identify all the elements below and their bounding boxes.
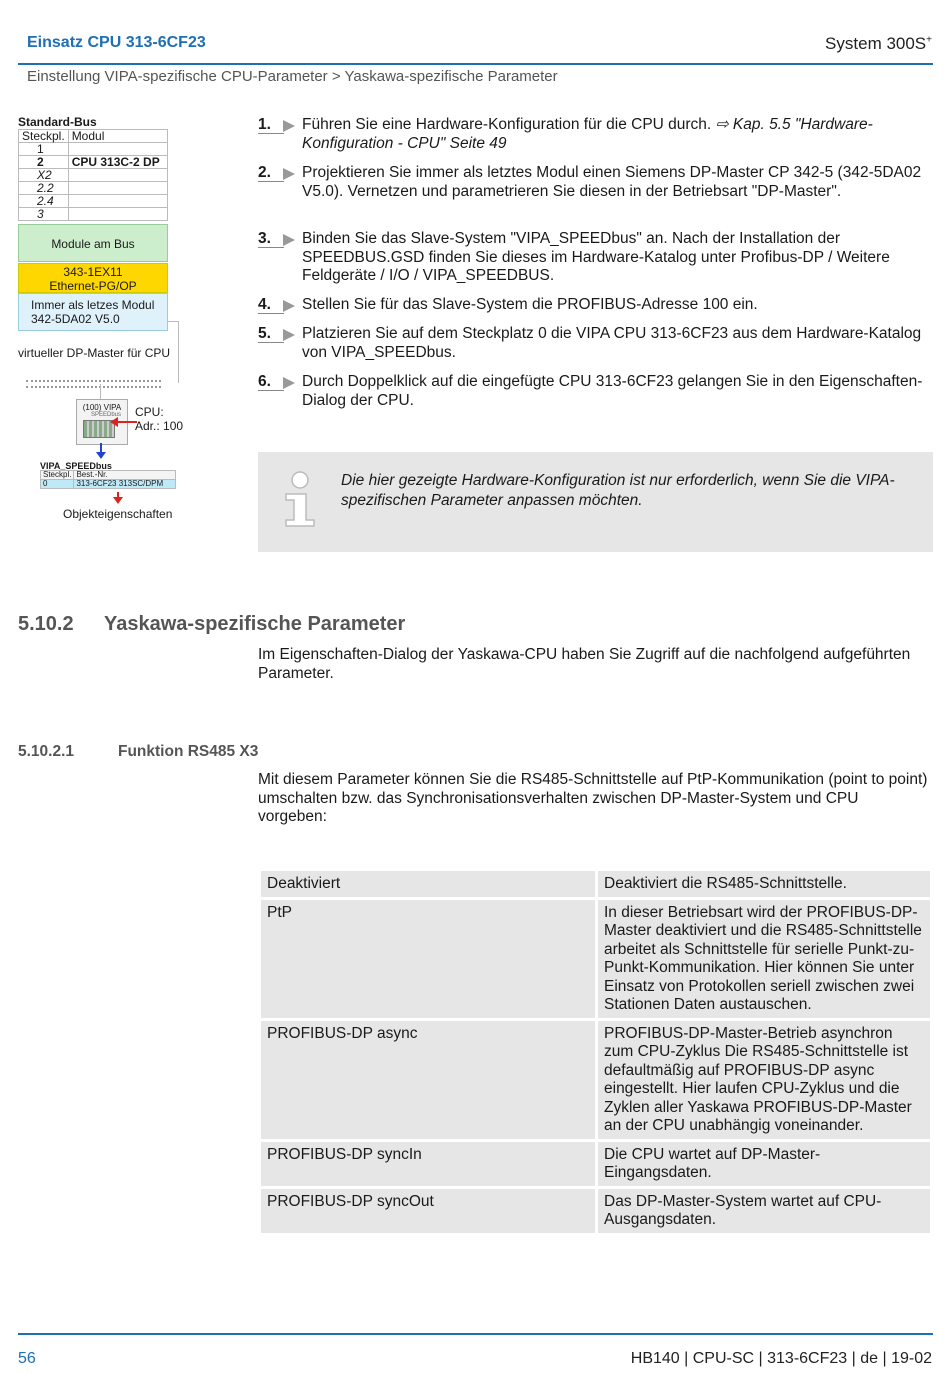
slot-cell: 1	[19, 143, 69, 156]
connector-line	[100, 384, 101, 399]
chapter-link[interactable]: Kap. 5.5 "Hardware-Konfiguration - CPU" Seite 49	[302, 116, 873, 152]
table-row	[19, 195, 168, 208]
section-number: 5.10.2	[18, 613, 74, 635]
step-arrow-icon	[283, 329, 295, 341]
slot-cell: 0	[41, 480, 74, 489]
slot-cell: 2.4	[19, 195, 69, 208]
step-text: Durch Doppelklick auf die eingefügte CPU 313-6CF23 gelangen Sie in den Eigenschaften-Dialog der CPU.	[302, 373, 923, 409]
speedbus-table	[40, 470, 176, 489]
table-row	[261, 900, 930, 1018]
breadcrumb: Einstellung VIPA-spezifische CPU-Parameter > Yaskawa-spezifische Parameter	[27, 68, 558, 85]
connector-line	[178, 321, 179, 383]
page-number: 56	[18, 1350, 36, 1367]
header-system-name: System 300S	[825, 34, 927, 53]
footer-rule	[18, 1333, 933, 1335]
cpu-address-label	[135, 405, 183, 433]
table-row	[41, 480, 176, 489]
header-chapter-title: Einsatz CPU 313-6CF23	[27, 34, 206, 51]
step-text-main: Führen Sie eine Hardware-Konfiguration für die CPU durch.	[302, 116, 712, 133]
module-cell	[68, 195, 167, 208]
slot-cell: X2	[19, 169, 69, 182]
step-arrow-icon	[283, 377, 295, 389]
step-text: Stellen Sie für das Slave-System die PROFIBUS-Adresse 100 ein.	[302, 296, 758, 313]
table-row	[261, 871, 930, 897]
header-system-sup: +	[926, 34, 932, 46]
param-description: Das DP-Master-System wartet auf CPU-Ausgangsdaten.	[598, 1189, 930, 1233]
module-cell: CPU 313C-2 DP	[68, 156, 167, 169]
slot-cell: 2	[19, 156, 69, 169]
step-text: Binden Sie das Slave-System "VIPA_SPEEDbus" an. Nach der Installation der SPEEDBUS.GSD finden Sie dieses im Hardware-Katalog unter Profibus-DP / Weitere Feldgeräte / I/O / VIPA_SPEEDBUS.	[302, 230, 890, 284]
standard-bus-header-row	[19, 130, 168, 143]
step-text: Platzieren Sie auf dem Steckplatz 0 die VIPA CPU 313-6CF23 aus dem Hardware-Katalog von VIPA_SPEEDbus.	[302, 325, 922, 361]
subsection-title: Funktion RS485 X3	[118, 743, 259, 760]
blue-arrow-icon	[96, 452, 106, 459]
cpu-pointer-line	[117, 421, 137, 423]
section-heading	[18, 613, 405, 636]
cpu-label: CPU:	[135, 405, 164, 419]
table-row	[19, 169, 168, 182]
param-description: PROFIBUS-DP-Master-Betrieb asynchron zum CPU-Zyklus Die RS485-Schnittstelle ist defaultmäßig auf PROFIBUS-DP async eingestellt. Hier laufen CPU-Zyklus und die Zyklen aller Yaskawa PROFIBUS-DP-Master an der CPU unabhängig voneinander.	[598, 1021, 930, 1139]
header-rule	[18, 63, 933, 65]
speedbus-title: VIPA_SPEEDbus	[40, 461, 112, 471]
param-name: Deaktiviert	[261, 871, 595, 897]
step-6	[258, 373, 930, 410]
ethernet-module-order: 343-1EX11	[63, 265, 123, 279]
table-row	[19, 143, 168, 156]
param-description: Deaktiviert die RS485-Schnittstelle.	[598, 871, 930, 897]
step-text: Projektieren Sie immer als letztes Modul einen Siemens DP-Master CP 342-5 (342-5DA02 V5.0). Vernetzen und parametrieren Sie diesen in der Betriebsart "DP-Master".	[302, 164, 922, 200]
section-intro: Im Eigenschaften-Dialog der Yaskawa-CPU haben Sie Zugriff auf die nachfolgend aufgeführten Parameter.	[258, 646, 911, 682]
step-link-icon: ⇨	[715, 116, 729, 133]
device-sublabel: SPEEDbus	[91, 412, 122, 418]
param-name: PtP	[261, 900, 595, 1018]
module-cell	[68, 208, 167, 221]
param-name: PROFIBUS-DP syncOut	[261, 1189, 595, 1233]
header-system-title	[825, 34, 932, 54]
module-cell	[68, 169, 167, 182]
slot-cell: 2.2	[19, 182, 69, 195]
red-down-arrow-icon	[113, 497, 123, 504]
step-number: 1.	[258, 116, 296, 135]
document-info: HB140 | CPU-SC | 313-6CF23 | de | 19-02	[630, 1350, 932, 1367]
dp-master-note: Immer als letzes Modul	[31, 298, 155, 312]
red-arrow-icon	[110, 417, 118, 427]
param-name: PROFIBUS-DP async	[261, 1021, 595, 1139]
info-icon	[280, 470, 320, 528]
dp-master-module-box	[18, 293, 168, 331]
table-row	[261, 1021, 930, 1139]
profibus-line	[26, 380, 161, 388]
section-title: Yaskawa-spezifische Parameter	[104, 613, 406, 635]
standard-bus-table	[18, 129, 168, 221]
module-cell	[68, 143, 167, 156]
step-5	[258, 325, 930, 362]
table-row	[19, 208, 168, 221]
col-header-order: Best.-Nr.	[74, 471, 176, 480]
note-text: Die hier gezeigte Hardware-Konfiguration ist nur erforderlich, wenn Sie die VIPA-spezifischen Parameter anpassen möchten.	[341, 472, 895, 509]
col-header-slot: Steckpl.	[19, 130, 69, 143]
step-arrow-icon	[283, 168, 295, 180]
step-arrow-icon	[283, 300, 295, 312]
subsection-number: 5.10.2.1	[18, 743, 75, 760]
step-number: 4.	[258, 296, 296, 315]
ethernet-module-box	[18, 263, 168, 293]
modules-on-bus-box: Module am Bus	[18, 224, 168, 262]
step-number: 5.	[258, 325, 296, 344]
step-text	[302, 116, 930, 153]
slot-cell: 3	[19, 208, 69, 221]
info-note	[258, 452, 933, 552]
table-row	[19, 156, 168, 169]
standard-bus-title: Standard-Bus	[18, 115, 97, 129]
step-2	[258, 164, 930, 201]
table-row	[261, 1189, 930, 1233]
step-number: 6.	[258, 373, 296, 392]
virtual-dp-master-label: virtueller DP-Master für CPU	[18, 346, 171, 360]
ethernet-module-name: Ethernet-PG/OP	[49, 279, 137, 293]
device-label: (100) VIPA	[82, 403, 122, 412]
module-cell	[68, 182, 167, 195]
step-arrow-icon	[283, 120, 295, 132]
rs485-parameter-table	[258, 868, 933, 1236]
object-properties-label: Objekteigenschaften	[63, 507, 173, 521]
step-number: 2.	[258, 164, 296, 183]
step-1	[258, 116, 930, 153]
table-row	[261, 1142, 930, 1186]
cpu-address: Adr.: 100	[135, 419, 184, 433]
order-cell: 313-6CF23 313SC/DPM	[74, 480, 176, 489]
step-number: 3.	[258, 230, 296, 249]
col-header-slot: Steckpl.	[41, 471, 74, 480]
table-row	[19, 182, 168, 195]
subsection-heading	[18, 743, 258, 761]
col-header-module: Modul	[68, 130, 167, 143]
param-description: Die CPU wartet auf DP-Master-Eingangsdaten.	[598, 1142, 930, 1186]
param-name: PROFIBUS-DP syncIn	[261, 1142, 595, 1186]
subsection-intro: Mit diesem Parameter können Sie die RS485-Schnittstelle auf PtP-Kommunikation (point to point) umschalten bzw. das Synchronisationsverhalten zwischen DP-Master-System und CPU vorgeben:	[258, 771, 928, 825]
param-description: In dieser Betriebsart wird der PROFIBUS-DP-Master deaktiviert und die RS485-Schnittstelle arbeitet als Schnittstelle für serielle Punkt-zu-Punkt-Kommunikation. Hier können Sie unter Einsatz von Protokollen seriell zwischen zwei Stationen Daten austauschen.	[598, 900, 930, 1018]
dp-master-order: 342-5DA02 V5.0	[31, 312, 120, 326]
step-4	[258, 296, 930, 315]
step-3	[258, 230, 930, 286]
step-arrow-icon	[283, 234, 295, 246]
